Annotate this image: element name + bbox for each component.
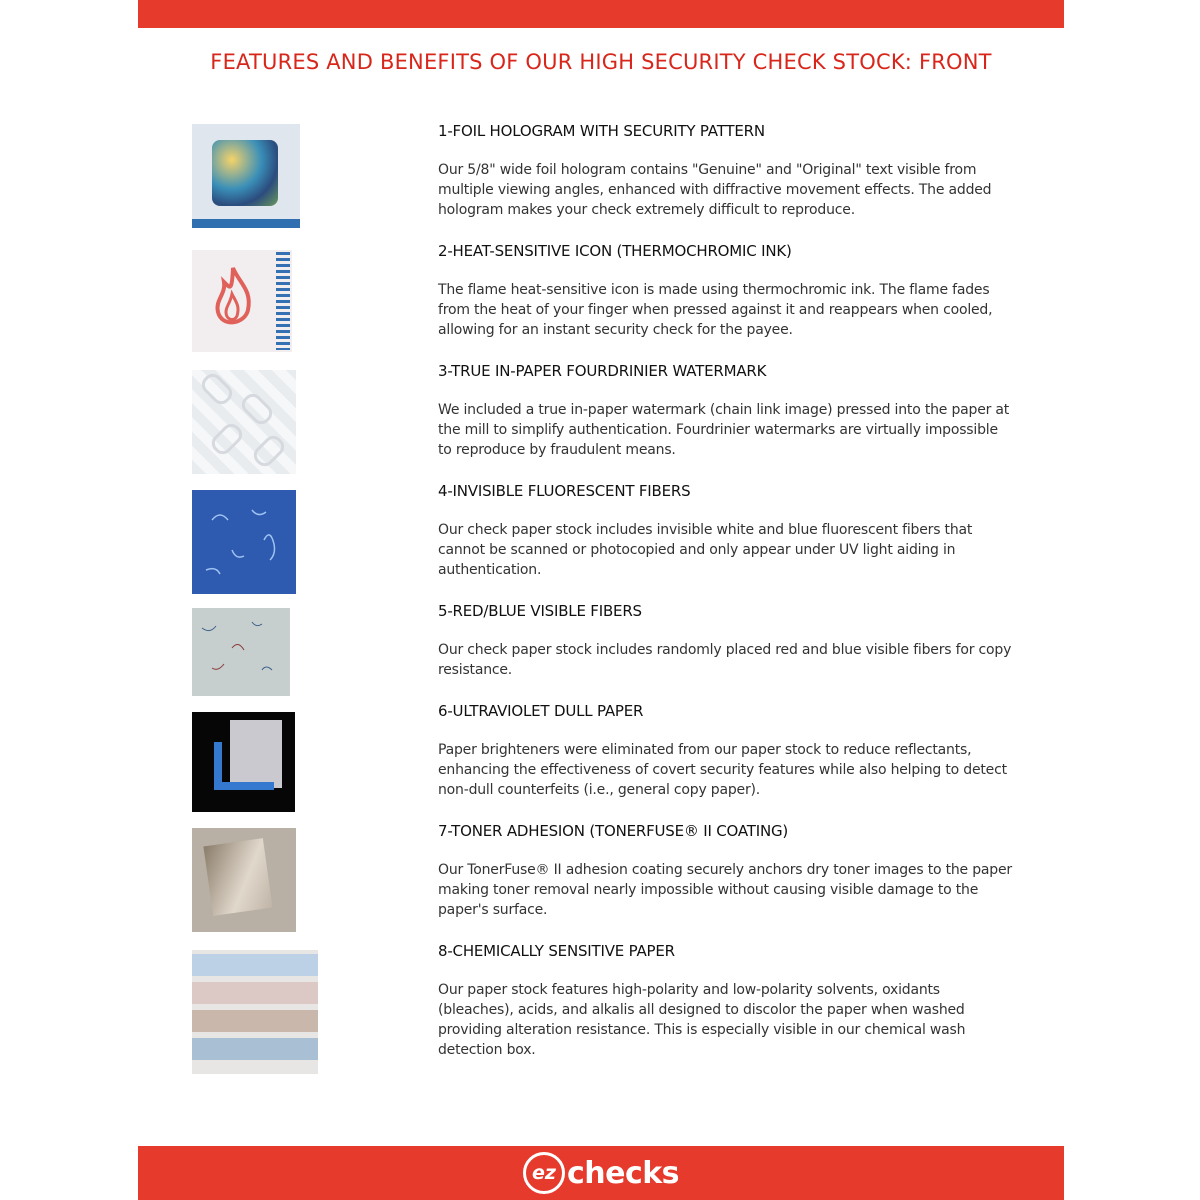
hologram-strip xyxy=(192,219,300,228)
footer-banner xyxy=(138,1146,1064,1200)
hologram-thumbnail xyxy=(192,124,300,228)
feature-8 xyxy=(438,942,1013,1060)
top-banner xyxy=(138,0,1064,28)
feature-7 xyxy=(438,822,1013,920)
feature-heading: 1-FOIL HOLOGRAM WITH SECURITY PATTERN xyxy=(438,122,765,140)
feature-description: Our TonerFuse® II adhesion coating securely anchors dry toner images to the paper making toner removal nearly impossible without causing visible damage to the paper's surface. xyxy=(438,862,1012,918)
chemical-wash-thumbnail xyxy=(192,950,318,1074)
feature-heading: 6-ULTRAVIOLET DULL PAPER xyxy=(438,702,644,720)
fiber-pattern-icon xyxy=(192,490,296,594)
feature-6 xyxy=(438,702,1013,800)
logo-wordmark: checks xyxy=(566,1155,680,1191)
fluorescent-fibers-thumbnail xyxy=(192,490,296,594)
feature-heading: 8-CHEMICALLY SENSITIVE PAPER xyxy=(438,942,675,960)
feature-heading: 5-RED/BLUE VISIBLE FIBERS xyxy=(438,602,642,620)
feature-3 xyxy=(438,362,1013,460)
stain-band xyxy=(192,982,318,1004)
microprint-strip xyxy=(276,252,290,350)
feature-heading: 2-HEAT-SENSITIVE ICON (THERMOCHROMIC INK) xyxy=(438,242,792,260)
feature-2 xyxy=(438,242,1013,340)
thermochromic-thumbnail xyxy=(192,250,292,352)
feature-description: Paper brighteners were eliminated from our paper stock to reduce reflectants, enhancing the effectiveness of covert security features while also helping to detect non-dull counterfeits (i.e., general copy paper). xyxy=(438,742,1007,798)
feature-description: We included a true in-paper watermark (chain link image) pressed into the paper at the mill to simplify authentication. Fourdrinier watermarks are virtually impossible to reproduce by fraudulent means. xyxy=(438,402,1010,458)
logo-mark: ez xyxy=(523,1152,565,1194)
chain-link-watermark-icon xyxy=(192,370,296,474)
hologram-icon xyxy=(212,140,278,206)
feature-description: Our check paper stock includes invisible white and blue fluorescent fibers that cannot be scanned or photocopied and only appear under UV light aiding in authentication. xyxy=(438,522,973,578)
stain-band xyxy=(192,1010,318,1032)
feature-description: Our paper stock features high-polarity and low-polarity solvents, oxidants (bleaches), acids, and alkalis all designed to discolor the paper when washed providing alteration resistance. This is especially visible in our chemical wash detection box. xyxy=(438,982,966,1058)
feature-heading: 3-TRUE IN-PAPER FOURDRINIER WATERMARK xyxy=(438,362,767,380)
feature-description: Our check paper stock includes randomly placed red and blue visible fibers for copy resistance. xyxy=(438,642,1012,678)
feature-description: The flame heat-sensitive icon is made using thermochromic ink. The flame fades from the heat of your finger when pressed against it and reappears when cooled, allowing for an instant security check for the payee. xyxy=(438,282,993,338)
visible-fibers-thumbnail xyxy=(192,608,290,696)
flame-icon xyxy=(210,264,256,334)
uv-dull-paper-thumbnail xyxy=(192,712,295,812)
stain-band xyxy=(192,1038,318,1060)
ezchecks-logo xyxy=(523,1152,679,1194)
scraped-toner-icon xyxy=(203,838,272,916)
glowing-paper-edge-icon xyxy=(214,742,274,790)
stain-band xyxy=(192,954,318,976)
watermark-thumbnail xyxy=(192,370,296,474)
feature-heading: 4-INVISIBLE FLUORESCENT FIBERS xyxy=(438,482,691,500)
toner-adhesion-thumbnail xyxy=(192,828,296,932)
feature-heading: 7-TONER ADHESION (TONERFUSE® II COATING) xyxy=(438,822,789,840)
page-title: FEATURES AND BENEFITS OF OUR HIGH SECURITY CHECK STOCK: FRONT xyxy=(210,50,992,74)
feature-description: Our 5/8" wide foil hologram contains "Genuine" and "Original" text visible from multiple viewing angles, enhanced with diffractive movement effects. The added hologram makes your check extremely difficult to reproduce. xyxy=(438,162,992,218)
feature-1 xyxy=(438,122,1013,220)
feature-5 xyxy=(438,602,1013,680)
feature-4 xyxy=(438,482,1013,580)
visible-fiber-pattern-icon xyxy=(192,608,290,696)
